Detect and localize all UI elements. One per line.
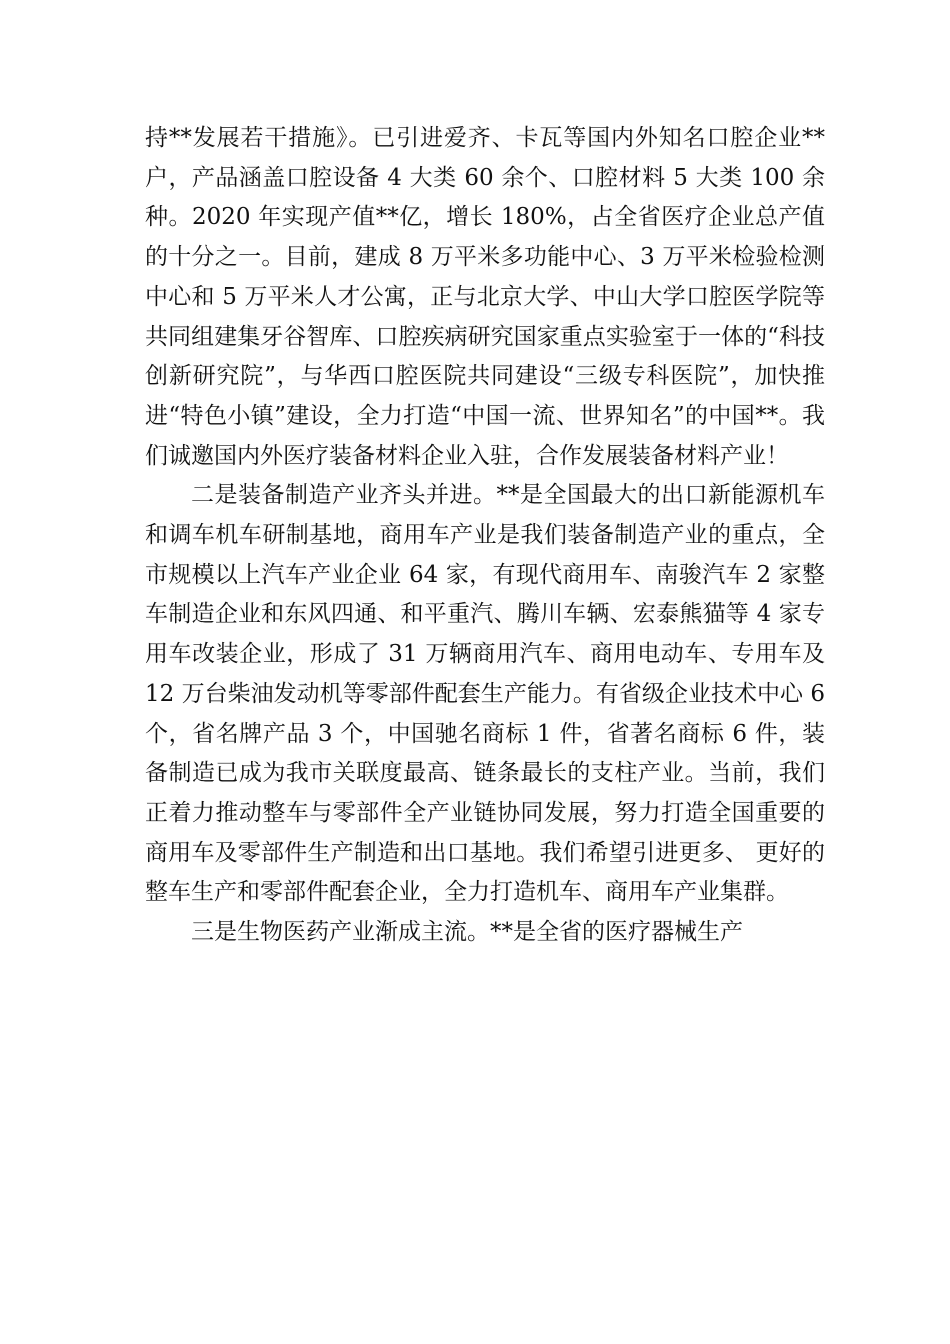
document-body: [145, 119, 825, 953]
paragraph-dental-industry: 持**发展若干措施》。已引进爱齐、卡瓦等国内外知名口腔企业**户，产品涵盖口腔设备 4 大类 60 余个、口腔材料 5 大类 100 余种。2020 年实现产值**亿，增长 180%，占全省医疗企业总产值的十分之一。目前，建成 8 万平米多功能中心、3 万平米检验检测中心和 5 万平米人才公寓，正与北京大学、中山大学口腔医学院等共同组建集牙谷智库、口腔疾病研究国家重点实验室于一体的“科技创新研究院”，与华西口腔医院共同建设“三级专科医院”，加快推进“特色小镇”建设，全力打造“中国一流、世界知名”的中国**。我们诚邀国内外医疗装备材料企业入驻，合作发展装备材料产业！: [145, 125, 825, 469]
paragraph-biomedicine: 三是生物医药产业渐成主流。**是全省的医疗器械生产: [191, 919, 743, 946]
paragraph-equipment-manufacturing: 二是装备制造产业齐头并进。**是全国最大的出口新能源机车和调车机车研制基地，商用车产业是我们装备制造产业的重点，全市规模以上汽车产业企业 64 家，有现代商用车、南骏汽车 2 家整车制造企业和东风四通、和平重汽、腾川车辆、宏泰熊猫等 4 家专用车改装企业，形成了 31 万辆商用汽车、商用电动车、专用车及 12 万台柴油发动机等零部件配套生产能力。有省级企业技术中心 6 个，省名牌产品 3 个，中国驰名商标 1 件，省著名商标 6 件，装备制造已成为我市关联度最高、链条最长的支柱产业。当前，我们正着力推动整车与零部件全产业链协同发展，努力打造全国重要的商用车及零部件生产制造和出口基地。我们希望引进更多、 更好的整车生产和零部件配套企业，全力打造机车、商用车产业集群。: [145, 482, 825, 906]
